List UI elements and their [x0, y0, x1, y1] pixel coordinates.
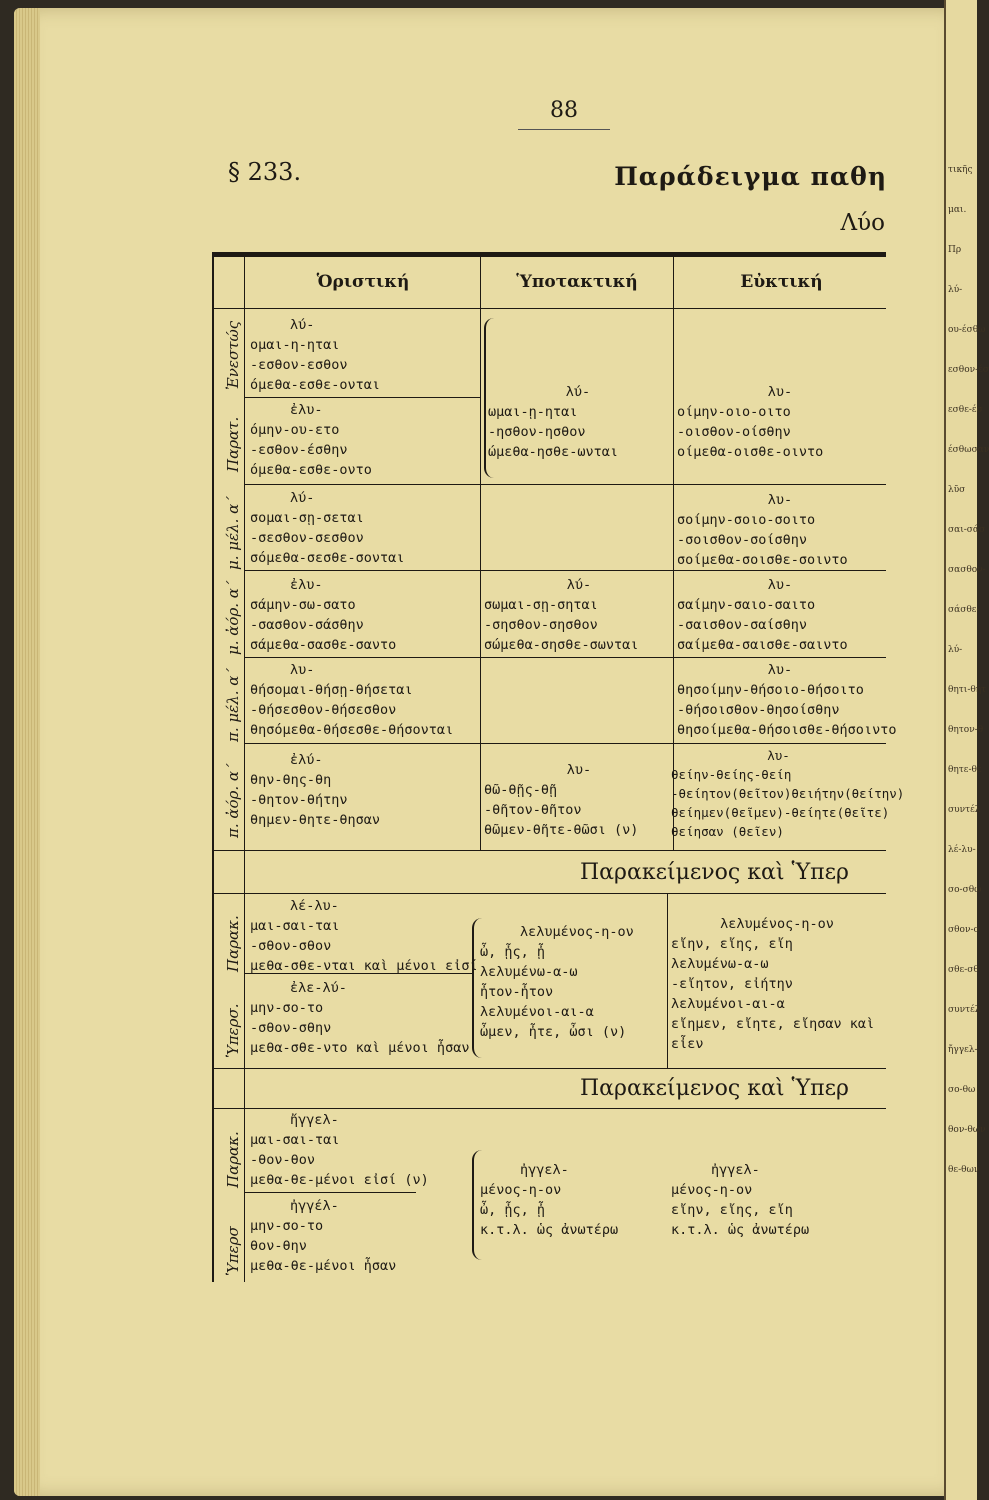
- rule: [244, 1192, 416, 1193]
- rule: [212, 1068, 886, 1069]
- next-page-edge: [944, 0, 989, 1500]
- cell-line: μην-σο-το: [250, 1218, 324, 1234]
- cell-line: οίμεθα-οισθε-οιντο: [677, 444, 824, 460]
- column-header-subjunctive: Ὑποτακτική: [516, 272, 638, 292]
- cell-line: ωμαι-ῃ-ηται: [488, 404, 578, 420]
- cell-line: -σαισθον-σαίσθην: [677, 617, 808, 633]
- cell-line: εἴημεν, εἴητε, εἴησαν καὶ: [671, 1016, 875, 1032]
- cell-line: μαι-σαι-ται: [250, 918, 340, 934]
- cell-line: σαίμεθα-σαισθε-σαιντο: [677, 637, 848, 653]
- row-label-perfect: Παρακ.: [224, 915, 242, 972]
- cell-line: -οισθον-οίσθην: [677, 424, 791, 440]
- cell-future-passive-optative: [677, 660, 897, 740]
- cell-line: σωμαι-σῃ-σηται: [484, 597, 598, 613]
- cell-line: ἐλε-λύ-: [290, 980, 347, 996]
- row-label-aorist-passive: π. ἀόρ. α´: [224, 763, 242, 838]
- cell-line: -σθον-σθην: [250, 1020, 332, 1036]
- next-page-fragment: εσθον-έσ: [948, 365, 989, 375]
- next-page-fragment: θητι-θήτ: [948, 685, 987, 695]
- page-title: Παράδειγμα παθη: [614, 162, 887, 191]
- cell-line: ἦτον-ἦτον: [480, 984, 554, 1000]
- cell-line: ἤγγελ-: [290, 1112, 339, 1128]
- cell-line: λελυμένω-α-ω: [671, 956, 769, 972]
- cell-line: ὦ, ᾖς, ᾖ: [480, 944, 546, 960]
- cell-line: θημεν-θητε-θησαν: [250, 812, 381, 828]
- cell-line: μεθα-σθε-ντο καὶ μένοι ἦσαν: [250, 1040, 470, 1056]
- cell-line: ἐλυ-: [290, 577, 323, 593]
- cell-aorist-passive-optative: [671, 746, 905, 841]
- cell-line: λελυμένοι-αι-α: [480, 1004, 594, 1020]
- row-label-future-middle: μ. μέλ. α´: [224, 496, 242, 570]
- cell-line: λυ-: [566, 762, 592, 778]
- next-page-fragment: θον-θων: [948, 1125, 986, 1135]
- cell-line: θείησαν (θεῖεν): [671, 824, 784, 839]
- cell-line: λελυμένω-α-ω: [480, 964, 578, 980]
- cell-line: ἠγγελ-: [711, 1162, 760, 1178]
- cell-aorist-passive-subjunctive: [484, 760, 674, 840]
- cell-line: -σεσθον-σεσθον: [250, 530, 364, 546]
- next-page-fragment: εσθε-έσ: [948, 405, 983, 415]
- cell-perfect-indicative: [250, 896, 478, 976]
- cell-line: -θήσεσθον-θήσεσθον: [250, 702, 397, 718]
- cell-line: -σθον-σθον: [250, 938, 332, 954]
- cell-line: -θητον-θήτην: [250, 792, 348, 808]
- next-page-fragment: τικῆς: [948, 165, 973, 175]
- row-label-aorist-middle: μ. ἀόρ. α´: [224, 580, 242, 655]
- cell-line: -σασθον-σάσθην: [250, 617, 364, 633]
- cell-future-middle-indicative: [250, 488, 404, 568]
- cell-line: μεθα-θε-μένοι ἦσαν: [250, 1258, 397, 1274]
- cell-line: εἶεν: [671, 1036, 704, 1052]
- section-banner-perfect-2: Παρακείμενος καὶ Ὑπερ: [580, 1076, 849, 1101]
- next-page-fragment: συντέλ: [948, 1005, 981, 1015]
- cell-line: -εἴητον, εἰήτην: [671, 976, 793, 992]
- cell-line: σαίμην-σαιο-σαιτο: [677, 597, 816, 613]
- row-label-future-passive: π. μέλ. α´: [224, 668, 242, 742]
- next-page-fragment: θητον-θ: [948, 725, 984, 735]
- rule: [667, 893, 668, 1068]
- cell-line: σώμεθα-σησθε-σωνται: [484, 637, 639, 653]
- cell-line: -εσθον-εσθον: [250, 357, 348, 373]
- row-label-pluperfect: Ὑπερσ.: [224, 1003, 242, 1058]
- cell-present-optative: [677, 382, 883, 462]
- cell-aorist-middle-indicative: [250, 575, 396, 655]
- cell-line: -θῆτον-θῆτον: [484, 802, 582, 818]
- cell-line: θον-θην: [250, 1238, 307, 1254]
- cell-line: σοίμεθα-σοισθε-σοιντο: [677, 552, 848, 568]
- cell-line: λέ-λυ-: [290, 898, 339, 914]
- cell-line: μένος-η-ον: [671, 1182, 753, 1198]
- cell-future-passive-indicative: [250, 660, 453, 740]
- next-page-fragment: σο-σθω: [948, 885, 982, 895]
- row-label-perfect-2: Παρακ.: [224, 1131, 242, 1188]
- next-page-fragment: θητε-θέ: [948, 765, 982, 775]
- rule: [244, 256, 245, 1282]
- cell-line: λυ-: [767, 384, 793, 400]
- cell-line: λυ-: [767, 748, 790, 763]
- cell-aorist-middle-subjunctive: [484, 575, 674, 655]
- cell-line: σομαι-σῃ-σεται: [250, 510, 364, 526]
- next-page-fragment: σαι-σάσ: [948, 525, 986, 535]
- next-page-fragment: σάσθε-: [948, 605, 980, 615]
- column-header-indicative: Ὁριστική: [316, 272, 410, 292]
- next-page-fragment: Πρ: [948, 245, 962, 255]
- rule: [212, 850, 886, 851]
- cell-line: θησοίμην-θήσοιο-θήσοιτο: [677, 682, 864, 698]
- next-page-fragment: ἤγγελ-: [948, 1045, 978, 1055]
- cell-line: -θον-θον: [250, 1152, 316, 1168]
- next-page-fragment: συντέλ: [948, 805, 981, 815]
- cell-line: θησοίμεθα-θήσοισθε-θήσοιντο: [677, 722, 897, 738]
- cell-line: εἴην, εἴης, εἴη: [671, 1202, 793, 1218]
- cell-line: λυ-: [290, 662, 315, 678]
- cell-line: λύ-: [290, 490, 315, 506]
- cell-line: λυ-: [767, 492, 793, 508]
- cell-perfect-2-indicative: [250, 1110, 429, 1190]
- rule: [212, 893, 886, 894]
- rule: [480, 256, 481, 851]
- cell-perfect-optative: [671, 914, 883, 1054]
- cell-line: λελυμένοι-αι-α: [671, 996, 785, 1012]
- cell-line: οίμην-οιο-οιτο: [677, 404, 791, 420]
- next-page-fragment: λύ-: [948, 645, 963, 655]
- cell-line: όμεθα-εσθε-οντο: [250, 462, 372, 478]
- next-page-fragment: λέ-λυ-: [948, 845, 976, 855]
- cell-future-middle-optative: [677, 490, 883, 570]
- row-label-present: Ἐνεστώς: [224, 320, 242, 390]
- cell-line: -θήσοισθον-θησοίσθην: [677, 702, 840, 718]
- cell-line: λυ-: [767, 577, 793, 593]
- column-header-optative: Εὐκτική: [740, 272, 823, 292]
- rule: [244, 570, 886, 571]
- next-page-fragment: θε-θων: [948, 1165, 980, 1175]
- rule: [244, 397, 480, 398]
- next-page-fragment: μαι.: [948, 205, 967, 215]
- cell-line: σάμεθα-σασθε-σαντο: [250, 637, 397, 653]
- cell-line: εἴην, εἴης, εἴη: [671, 936, 793, 952]
- cell-line: θείημεν(θεῖμεν)-θείητε(θεῖτε): [671, 805, 890, 820]
- next-page-fragment: λύ-: [948, 285, 963, 295]
- section-number: § 233.: [228, 158, 302, 186]
- cell-line: μεθα-σθε-νται καὶ μένοι εἰσί: [250, 958, 478, 974]
- cell-line: λελυμένος-η-ον: [520, 924, 634, 940]
- rule: [244, 743, 886, 744]
- cell-perfect-2-subjunctive: [480, 1160, 618, 1240]
- next-page-fragment: ου-έσθω: [948, 325, 986, 335]
- cell-line: λύ-: [290, 317, 315, 333]
- cell-line: όμην-ου-ετο: [250, 422, 340, 438]
- cell-line: θῶμεν-θῆτε-θῶσι (ν): [484, 822, 639, 838]
- rule: [244, 484, 886, 485]
- cell-perfect-2-optative: [671, 1160, 809, 1240]
- cell-line: θείην-θείης-θείη: [671, 767, 792, 782]
- cell-aorist-middle-optative: [677, 575, 883, 655]
- cell-line: θην-θης-θη: [250, 772, 332, 788]
- cell-imperfect-indicative: [250, 400, 372, 480]
- row-label-pluperfect-2: Ὑπερσ: [224, 1226, 242, 1276]
- cell-line: μην-σο-το: [250, 1000, 324, 1016]
- cell-line: θήσομαι-θήσῃ-θήσεται: [250, 682, 413, 698]
- cell-line: μεθα-θε-μένοι εἰσί (ν): [250, 1172, 429, 1188]
- rule: [212, 1108, 886, 1109]
- verb-subtitle: Λύο: [840, 210, 885, 236]
- cell-line: ομαι-η-ηται: [250, 337, 340, 353]
- cell-line: -ησθον-ησθον: [488, 424, 586, 440]
- cell-line: κ.τ.λ. ὡς ἀνωτέρω: [480, 1222, 619, 1238]
- cell-line: -σοισθον-σοίσθην: [677, 532, 808, 548]
- cell-line: σάμην-σω-σατο: [250, 597, 356, 613]
- cell-pluperfect-indicative: [250, 978, 469, 1058]
- rule: [212, 308, 886, 309]
- next-page-fragment: λῦσ: [948, 485, 966, 495]
- cell-line: σοίμην-σοιο-σοιτο: [677, 512, 816, 528]
- cell-present-indicative: [250, 315, 380, 395]
- cell-line: -εσθον-έσθην: [250, 442, 348, 458]
- cell-pluperfect-2-indicative: [250, 1196, 396, 1276]
- next-page-fragment: έσθωσαν: [948, 445, 989, 455]
- cell-line: ὦ, ᾖς, ᾖ: [480, 1202, 546, 1218]
- cell-line: μαι-σαι-ται: [250, 1132, 340, 1148]
- cell-line: λελυμένος-η-ον: [720, 916, 834, 932]
- cell-line: ὦμεν, ἦτε, ὦσι (ν): [480, 1024, 627, 1040]
- section-banner-perfect: Παρακείμενος καὶ Ὑπερ: [580, 860, 849, 885]
- next-page-fragment: σθον-σ: [948, 925, 980, 935]
- cell-line: κ.τ.λ. ὡς ἀνωτέρω: [671, 1222, 810, 1238]
- cell-line: ἠγγελ-: [520, 1162, 569, 1178]
- cell-line: μένος-η-ον: [480, 1182, 562, 1198]
- cell-perfect-subjunctive: [480, 922, 634, 1042]
- cell-line: θῶ-θῇς-θῇ: [484, 782, 558, 798]
- cell-aorist-passive-indicative: [250, 750, 380, 830]
- cell-line: λύ-: [566, 577, 592, 593]
- cell-line: ἠγγέλ-: [290, 1198, 339, 1214]
- cell-line: σόμεθα-σεσθε-σονται: [250, 550, 405, 566]
- cell-line: ἐλυ-: [290, 402, 323, 418]
- cell-present-subjunctive: [488, 382, 668, 462]
- cell-line: λύ-: [565, 384, 591, 400]
- row-label-imperfect: Παρατ.: [224, 416, 242, 472]
- cell-line: -θείητον(θεῖτον)θειήτην(θείτην): [671, 786, 905, 801]
- rule: [244, 657, 886, 658]
- cell-line: ἐλύ-: [290, 752, 323, 768]
- cell-line: όμεθα-εσθε-ονται: [250, 377, 381, 393]
- next-page-fragment: σασθον-: [948, 565, 986, 575]
- next-page-fragment: σο-θω: [948, 1085, 976, 1095]
- next-page-fragment: σθε-σθ: [948, 965, 979, 975]
- cell-line: -σησθον-σησθον: [484, 617, 598, 633]
- cell-line: θησόμεθα-θήσεσθε-θήσονται: [250, 722, 454, 738]
- cell-line: λυ-: [767, 662, 793, 678]
- cell-line: ώμεθα-ησθε-ωνται: [488, 444, 619, 460]
- page-number: 88: [518, 98, 610, 130]
